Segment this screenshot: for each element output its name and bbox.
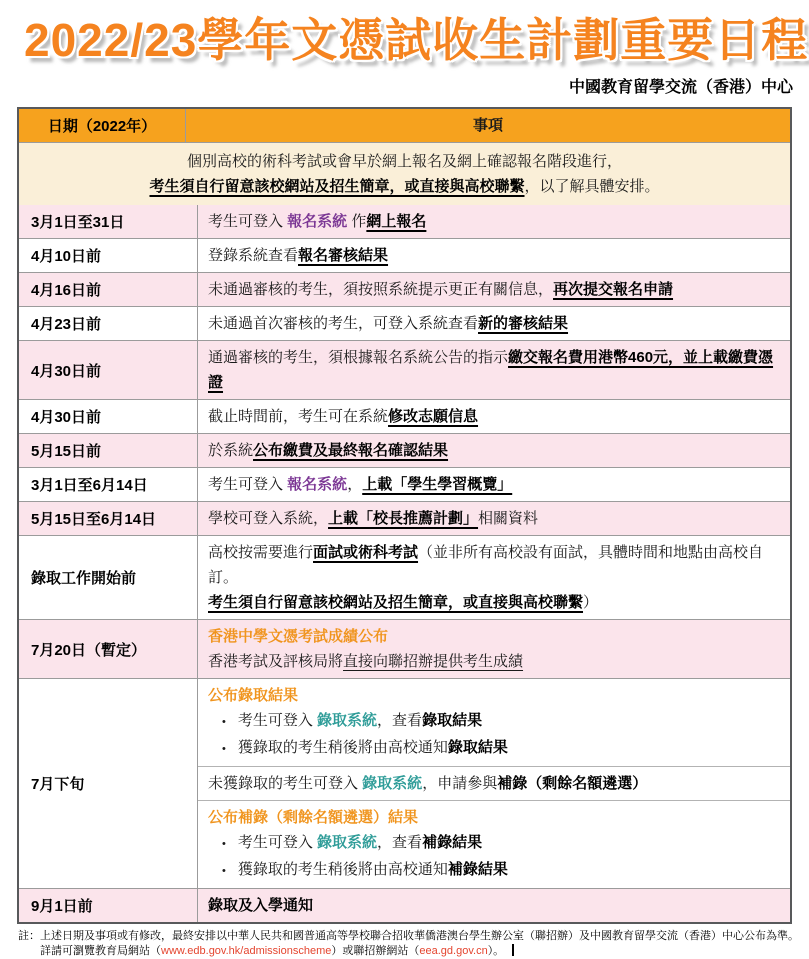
- text-segment: 學校可登入系統，: [208, 510, 329, 527]
- date-cell: 5月15日至6月14日: [19, 502, 198, 535]
- text-line: [208, 649, 780, 674]
- table-row: [19, 272, 790, 306]
- text-line: [208, 857, 780, 884]
- schedule-table: [17, 107, 792, 924]
- url-link[interactable]: eea.gd.gov.cn: [419, 945, 488, 957]
- page-title: 2022/23學年文憑試收生計劃重要日程: [24, 14, 809, 66]
- table-row: [19, 205, 790, 238]
- table-row: [19, 619, 790, 678]
- text-segment: 報名系統: [287, 476, 348, 493]
- text-segment: 修改志願信息: [388, 408, 479, 425]
- text-segment: 繳交報名費用港幣460元，並上載繳費憑證: [208, 349, 774, 391]
- event-cell: [198, 434, 790, 467]
- text-segment: （並非所有高校設有面試，具體時間和地點由高校自訂。: [208, 544, 764, 586]
- event-section: [198, 205, 790, 238]
- text-segment: 補錄結果: [422, 834, 483, 851]
- event-section: [198, 434, 790, 467]
- footnote-line-1: 註：上述日期及事項或有修改，最終安排以中華人民共和國普通高等學校聯合招收華僑港澳台學生辦公室（聯招辦）及中國教育留學交流（香港）中心公布為準。: [18, 930, 799, 942]
- bullet-icon: •: [222, 838, 226, 850]
- text-line: [208, 311, 780, 336]
- event-section: [198, 766, 790, 800]
- text-line: [208, 345, 780, 395]
- event-section: [198, 307, 790, 340]
- event-section: [198, 468, 790, 501]
- table-row: [19, 399, 790, 433]
- text-segment: 錄取結果: [447, 739, 508, 756]
- text-segment: 詳請可瀏覽教育局網站（: [40, 945, 161, 957]
- url-link[interactable]: www.edb.gov.hk/admissionscheme: [161, 945, 332, 957]
- text-line: [208, 506, 780, 531]
- text-line: [187, 149, 622, 174]
- event-cell: [198, 341, 790, 399]
- text-segment: 考生須自行留意該校網站及招生簡章，或直接與高校聯繫: [208, 594, 584, 611]
- text-segment: 補錄結果: [447, 861, 508, 878]
- event-column-header: [186, 109, 790, 142]
- event-section: [198, 273, 790, 306]
- text-line: [149, 174, 659, 199]
- text-segment: ，: [347, 476, 363, 493]
- text-segment: 錄取系統: [362, 775, 423, 792]
- table-row: [19, 535, 790, 619]
- date-column-header: 日期（2022年）: [19, 109, 186, 142]
- notice-cell: [19, 143, 790, 205]
- text-segment: 獲錄取的考生稍後將由高校通知: [237, 739, 448, 756]
- text-line: [208, 404, 780, 429]
- text-segment: 網上報名: [366, 213, 427, 230]
- text-segment: 錄取系統: [317, 834, 378, 851]
- event-cell: [198, 239, 790, 272]
- text-segment: 上載「校長推薦計劃」: [328, 510, 479, 527]
- date-cell: 5月15日前: [19, 434, 198, 467]
- text-segment: ，查看: [377, 834, 423, 851]
- text-line: [208, 209, 780, 234]
- text-segment: 香港考試及評核局將: [208, 653, 344, 670]
- text-segment: 截止時間前，考生可在系統: [208, 408, 389, 425]
- text-line: [208, 438, 780, 463]
- event-section: [198, 800, 790, 888]
- text-line: [208, 771, 780, 796]
- text-segment: 錄取系統: [317, 712, 378, 729]
- bullet-icon: •: [222, 743, 226, 755]
- text-line: [208, 243, 780, 268]
- text-segment: 上載「學生學習概覽」: [362, 476, 513, 493]
- event-cell: [198, 620, 790, 678]
- date-cell: 錄取工作開始前: [19, 536, 198, 619]
- text-segment: ）或聯招辦網站（: [331, 945, 420, 957]
- text-line: [208, 735, 780, 762]
- date-cell: 4月23日前: [19, 307, 198, 340]
- text-segment: 考生可登入: [237, 834, 318, 851]
- bullet-icon: •: [222, 716, 226, 728]
- date-cell: 3月1日至31日: [19, 205, 198, 238]
- text-line: [208, 708, 780, 735]
- event-section: [198, 239, 790, 272]
- text-line: [208, 277, 780, 302]
- date-cell: 3月1日至6月14日: [19, 468, 198, 501]
- text-segment: 個別高校的術科考試或會早於網上報名及網上確認報名階段進行，: [186, 153, 622, 170]
- table-row: [19, 433, 790, 467]
- table-row: [19, 467, 790, 501]
- table-row: [19, 888, 790, 922]
- event-cell: [198, 468, 790, 501]
- date-cell: 4月30日前: [19, 341, 198, 399]
- event-cell: [198, 273, 790, 306]
- footnote-line-2: [18, 944, 809, 959]
- event-cell: [198, 307, 790, 340]
- text-segment: 報名系統: [287, 213, 348, 230]
- event-section: [198, 889, 790, 922]
- text-line: [208, 893, 780, 918]
- date-cell: 4月16日前: [19, 273, 198, 306]
- event-cell: [198, 400, 790, 433]
- text-segment: 新的審核結果: [478, 315, 569, 332]
- table-row: [19, 306, 790, 340]
- text-segment: 考生須自行留意該校網站及招生簡章，或直接與高校聯繫: [149, 178, 525, 195]
- text-segment: 未通過首次審核的考生，可登入系統查看: [208, 315, 479, 332]
- event-section: [198, 536, 790, 619]
- text-segment: 高校按需要進行: [208, 544, 314, 561]
- text-segment: 未通過審核的考生，須按照系統提示更正有關信息，: [208, 281, 554, 298]
- table-row: [19, 501, 790, 535]
- text-segment: 未獲錄取的考生可登入: [208, 775, 363, 792]
- text-segment: 公布補錄（剩餘名額遴選）結果: [208, 809, 419, 826]
- schedule-table-body: [19, 205, 790, 922]
- text-cursor: [512, 944, 514, 956]
- text-line: [208, 624, 780, 649]
- text-segment: ）。: [487, 945, 505, 957]
- event-cell: [198, 536, 790, 619]
- event-cell: [198, 502, 790, 535]
- text-segment: 考生可登入: [237, 712, 318, 729]
- text-segment: 考生可登入: [208, 476, 288, 493]
- text-segment: 登錄系統查看: [208, 247, 299, 264]
- date-cell: 9月1日前: [19, 889, 198, 922]
- text-segment: 獲錄取的考生稍後將由高校通知: [237, 861, 448, 878]
- text-segment: ，申請參與: [422, 775, 498, 792]
- text-segment: 考生可登入: [208, 213, 288, 230]
- table-row: [19, 238, 790, 272]
- text-line: [208, 805, 780, 830]
- text-line: [208, 540, 780, 590]
- organization-name: 中國教育留學交流（香港）中心: [568, 79, 793, 96]
- text-segment: ）: [583, 594, 599, 611]
- document-page: [0, 4, 809, 957]
- date-cell: 4月30日前: [19, 400, 198, 433]
- event-header-label: 事項: [472, 117, 503, 134]
- text-segment: 公布繳費及最終報名確認結果: [253, 442, 449, 459]
- event-section: [198, 341, 790, 399]
- event-cell: [198, 205, 790, 238]
- text-line: [208, 590, 780, 615]
- date-cell: 4月10日前: [19, 239, 198, 272]
- text-segment: 香港中學文憑考試成績公布: [208, 628, 389, 645]
- text-segment: 相關資料: [478, 510, 539, 527]
- text-segment: 直接向聯招辦提供考生成績: [343, 653, 524, 670]
- text-segment: 面試或術科考試: [313, 544, 419, 561]
- text-line: [208, 830, 780, 857]
- table-header-row: [19, 109, 790, 142]
- event-cell: [198, 679, 790, 888]
- event-section: [198, 400, 790, 433]
- text-segment: 於系統: [208, 442, 254, 459]
- notice-row: [19, 142, 790, 205]
- text-line: [208, 683, 780, 708]
- text-segment: 補錄（剩餘名額遴選）: [497, 775, 648, 792]
- event-section: [198, 502, 790, 535]
- text-segment: 通過審核的考生，須根據報名系統公告的指示: [208, 349, 509, 366]
- bullet-icon: •: [222, 865, 226, 877]
- text-segment: ，以了解具體安排。: [524, 178, 660, 195]
- text-line: [208, 472, 780, 497]
- text-segment: 作: [347, 213, 367, 230]
- text-segment: 錄取及入學通知: [208, 897, 314, 914]
- event-section: [198, 620, 790, 678]
- date-cell: 7月下旬: [19, 679, 198, 888]
- date-cell: 7月20日（暫定）: [19, 620, 198, 678]
- event-section: [198, 679, 790, 766]
- table-row: [19, 678, 790, 888]
- footnote-line-2-text: [40, 945, 504, 957]
- text-segment: ，查看: [377, 712, 423, 729]
- event-cell: [198, 889, 790, 922]
- table-row: [19, 340, 790, 399]
- text-segment: 報名審核結果: [298, 247, 389, 264]
- text-segment: 公布錄取結果: [208, 687, 299, 704]
- footnotes: [18, 929, 809, 959]
- text-segment: 再次提交報名申請: [553, 281, 674, 298]
- text-segment: 錄取結果: [422, 712, 483, 729]
